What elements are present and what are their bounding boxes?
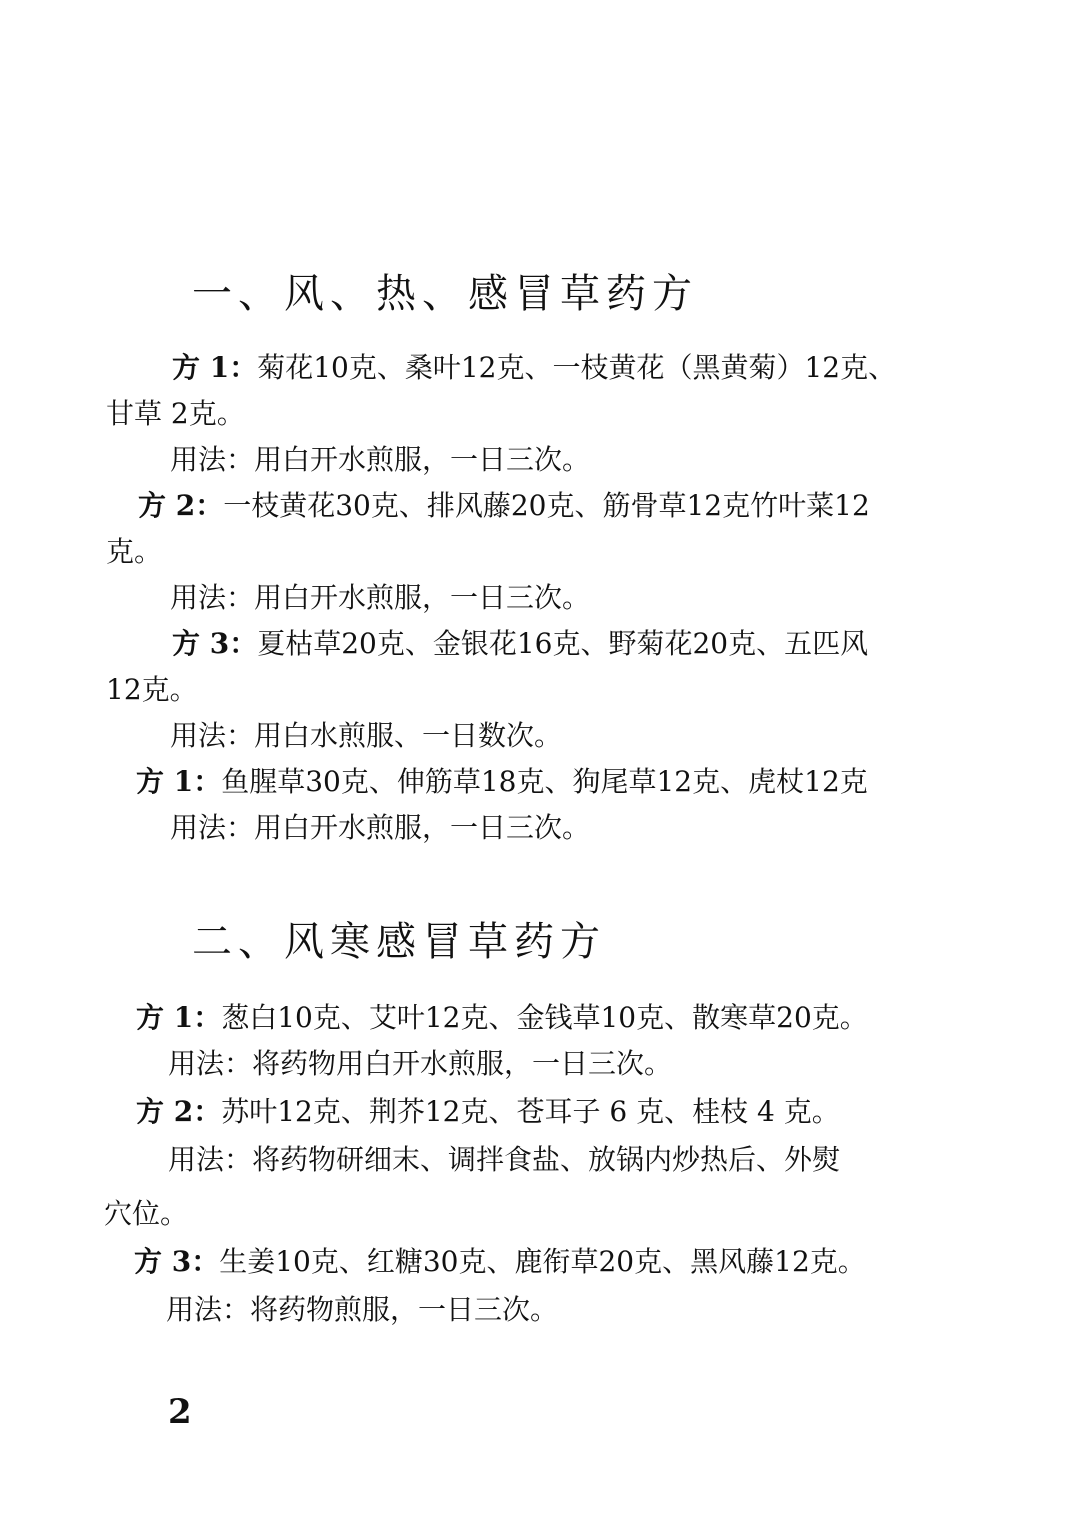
- recipe-line: [136, 765, 868, 798]
- recipe-ingredients: 鱼腥草30克、伸筋草18克、狗尾草12克、虎杖12克: [221, 765, 868, 798]
- recipe-label: 方 3：: [134, 1245, 220, 1278]
- recipe-usage: 用法：用白水煎服、一日数次。: [170, 719, 563, 752]
- recipe-usage: 用法：将药物煎服，一日三次。: [166, 1293, 559, 1326]
- recipe-label: 方 1：: [172, 351, 258, 384]
- recipe-label: 方 3：: [172, 627, 258, 660]
- recipe-ingredients-continued: 12克。: [106, 673, 198, 706]
- page-number: 2: [168, 1392, 192, 1432]
- recipe-ingredients: 葱白10克、艾叶12克、金钱草10克、散寒草20克。: [221, 1001, 868, 1034]
- recipe-line: [172, 351, 897, 384]
- recipe-ingredients: 生姜10克、红糖30克、鹿衔草20克、黑风藤12克。: [219, 1245, 866, 1278]
- recipe-usage: 用法：用白开水煎服，一日三次。: [170, 443, 591, 476]
- recipe-label: 方 2：: [136, 1095, 222, 1128]
- recipe-ingredients: 夏枯草20克、金银花16克、野菊花20克、五匹风: [257, 627, 869, 660]
- recipe-ingredients: 一枝黄花30克、排风藤20克、筋骨草12克竹叶菜12: [223, 489, 870, 522]
- recipe-ingredients: 苏叶12克、荆芥12克、苍耳子 6 克、桂枝 4 克。: [221, 1095, 840, 1128]
- recipe-label: 方 2：: [138, 489, 224, 522]
- recipe-usage: 用法：用白开水煎服，一日三次。: [170, 581, 591, 614]
- recipe-label: 方 1：: [136, 765, 222, 798]
- section-heading-wind-heat: 一、风、热、感冒草药方: [192, 271, 698, 317]
- recipe-line: [136, 1001, 868, 1034]
- recipe-line: [136, 1095, 840, 1128]
- recipe-usage-continued: 穴位。: [104, 1197, 189, 1230]
- recipe-label: 方 1：: [136, 1001, 222, 1034]
- recipe-ingredients-continued: 克。: [106, 535, 163, 568]
- recipe-ingredients: 菊花10克、桑叶12克、一枝黄花（黑黄菊）12克、: [257, 351, 897, 384]
- section-heading-wind-cold: 二、风寒感冒草药方: [192, 919, 606, 965]
- recipe-line: [172, 627, 869, 660]
- recipe-line: [134, 1245, 866, 1278]
- recipe-usage: 用法：用白开水煎服，一日三次。: [170, 811, 591, 844]
- recipe-usage: 用法：将药物用白开水煎服，一日三次。: [168, 1047, 673, 1080]
- recipe-usage: 用法：将药物研细末、调拌食盐、放锅内炒热后、外熨: [168, 1143, 841, 1176]
- recipe-line: [138, 489, 870, 522]
- recipe-ingredients-continued: 甘草 2克。: [106, 397, 245, 430]
